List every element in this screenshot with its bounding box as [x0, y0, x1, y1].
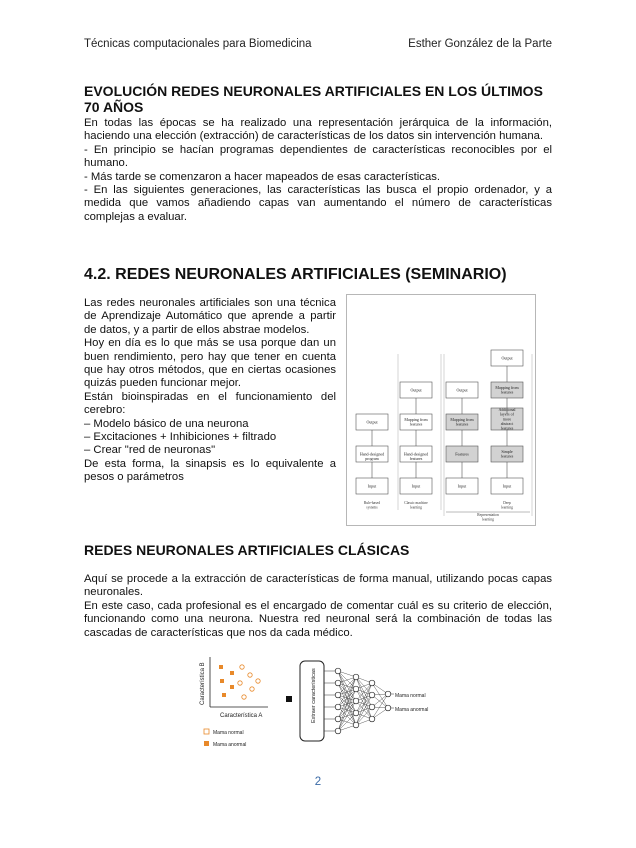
input-marker	[286, 696, 292, 702]
figure-box	[491, 382, 523, 398]
figure-box-label: Input	[502, 483, 512, 489]
figure-box-label: Input	[367, 483, 377, 489]
paragraph: - Más tarde se comenzaron a hacer mapeados de esas características.	[84, 170, 441, 183]
figure-box-label: program	[365, 455, 379, 461]
scatter-points	[219, 665, 260, 699]
network-neuron	[353, 722, 359, 728]
bullet-item: – Excitaciones + Inhibiciones + filtrado	[84, 431, 277, 444]
figure-column-label: Rule-based	[363, 501, 381, 505]
header-author: Esther González de la Parte	[408, 38, 552, 50]
paragraph: - En principio se hacían programas dependientes de características reconocibles por el humano.	[84, 143, 552, 170]
architecture-evolution-figure	[346, 294, 536, 526]
scatter-y-label: Característica B	[200, 662, 206, 705]
section-evolution-body	[84, 117, 552, 224]
network-neuron	[369, 692, 375, 698]
figure-box-label: Output	[366, 419, 378, 425]
figure-box	[446, 414, 478, 430]
output-abnormal-label: Mama anormal	[395, 707, 429, 713]
network-neuron	[335, 716, 341, 722]
figure-box	[356, 478, 388, 494]
paragraph: Las redes neuronales artificiales son una técnica de Aprendizaje Automático que aprende a partir de datos, y a partir de ellos abstrae modelos.	[84, 297, 336, 336]
network-connection	[338, 677, 356, 731]
figure-box-label: features	[500, 389, 514, 395]
figure-box-label: Mapping from	[450, 417, 474, 422]
paragraph: En este caso, cada profesional es el encargado de comentar cuál es su criterio de elección, funcionando como una neurona. Nuestra red neuronal será la combinación de todas las cascadas de características que nos da cada médico.	[84, 599, 552, 639]
figure-box-label: Hand-designed	[359, 451, 385, 457]
figure-box-label: Additional	[498, 407, 516, 413]
figure-box	[400, 382, 432, 398]
network-neuron	[353, 686, 359, 692]
paragraph: - En las siguientes generaciones, las características las busca el propio ordenador, y a medida que vamos añadiendo capas van aumentando el número de características complejas a evaluar.	[84, 184, 552, 223]
neural-network	[324, 668, 394, 734]
network-neuron	[385, 705, 391, 711]
section-title-seminar: 4.2. REDES NEURONALES ARTIFICIALES (SEMINARIO)	[84, 266, 507, 283]
figure-box	[491, 350, 523, 366]
figure-box	[356, 414, 388, 430]
network-neuron	[335, 680, 341, 686]
figure-column-label: systems	[366, 505, 378, 510]
header-course: Técnicas computacionales para Biomedicina	[84, 38, 312, 50]
figure-box-label: Hand-designed	[403, 451, 429, 457]
legend-normal-label: Mama normal	[213, 730, 244, 736]
output-normal-label: Mama normal	[395, 693, 426, 699]
figure-box-label: Mapping from	[404, 417, 428, 422]
figure-box-label: features	[455, 421, 469, 427]
scatter-x-label: Característica A	[220, 713, 263, 719]
network-neuron	[353, 710, 359, 716]
figure-group-label: Representation	[477, 513, 499, 517]
section-seminar-body	[84, 297, 336, 485]
legend-abnormal-swatch	[204, 741, 209, 746]
section-title-classic: REDES NEURONALES ARTIFICIALES CLÁSICAS	[84, 542, 410, 558]
bullet-item: – Modelo básico de una neurona	[84, 417, 249, 430]
figure-column-label: learning	[501, 505, 513, 510]
paragraph: Aquí se procede a la extracción de características de forma manual, utilizando pocas capas neuronales.	[84, 573, 552, 599]
figure-column-label: Deep	[503, 501, 511, 505]
network-neuron	[335, 692, 341, 698]
network-neuron	[353, 698, 359, 704]
figure-box-label: features	[409, 455, 423, 461]
figure-group-label: learning	[482, 517, 494, 522]
figure-box-label: features	[500, 425, 514, 431]
figure-box-label: abstract	[500, 420, 514, 426]
legend-abnormal-label: Mama anormal	[213, 742, 247, 748]
figure-box	[356, 446, 388, 462]
figure-box	[400, 478, 432, 494]
paragraph: Están bioinspiradas en el funcionamiento del cerebro:	[84, 390, 336, 417]
network-neuron	[369, 680, 375, 686]
figure-box-label: more	[502, 416, 512, 422]
figure-box	[446, 478, 478, 494]
network-neuron	[385, 691, 391, 697]
figure-box-label: Output	[501, 355, 513, 361]
figure-box-label: Input	[457, 483, 467, 489]
section-classic-body	[84, 573, 552, 640]
figure-box-label: features	[500, 453, 514, 459]
figure-box-label: features	[409, 421, 423, 427]
network-neuron	[335, 704, 341, 710]
paragraph: En todas las épocas se ha realizado una representación jerárquica de la información, haciendo una elección (extracción) de características de los datos sin intervención humana.	[84, 117, 552, 143]
legend-normal-swatch	[204, 729, 209, 734]
paragraph: Hoy en día es lo que más se usa porque dan un buen rendimiento, pero hay que tener en cuenta que hay otros métodos, que en ciertas ocasiones quizás pueden funcionar mejor.	[84, 337, 336, 390]
figure-box	[400, 414, 432, 430]
figure-box	[491, 446, 523, 462]
section-title-evolution: EVOLUCIÓN REDES NEURONALES ARTIFICIALES EN LOS ÚLTIMOS 70 AÑOS	[84, 83, 543, 115]
figure-box	[491, 478, 523, 494]
network-neuron	[335, 728, 341, 734]
figure-box-label: Output	[456, 387, 468, 393]
figure-box-label: layers of	[500, 411, 514, 417]
network-neuron	[353, 674, 359, 680]
paragraph: De esta forma, la sinapsis es lo equivalente a pesos o parámetros	[84, 457, 336, 484]
network-neuron	[369, 704, 375, 710]
figure-box	[400, 446, 432, 462]
network-neuron	[369, 716, 375, 722]
figure-column-label: Classic machine	[404, 501, 428, 505]
feature-extraction-label: Extraer características	[311, 668, 317, 723]
network-neuron	[335, 668, 341, 674]
classic-network-figure	[190, 653, 450, 763]
bullet-item: – Crear "red de neuronas"	[84, 444, 216, 457]
figure-box	[446, 382, 478, 398]
figure-column-label: learning	[410, 505, 422, 510]
figure-box-label: Simple	[501, 449, 513, 454]
figure-box-label: Features	[455, 451, 469, 457]
figure-box-label: Output	[410, 387, 422, 393]
figure-box-label: Input	[411, 483, 421, 489]
figure-box	[446, 446, 478, 462]
figure-box-label: Mapping from	[495, 385, 519, 390]
page-number: 2	[314, 776, 322, 788]
